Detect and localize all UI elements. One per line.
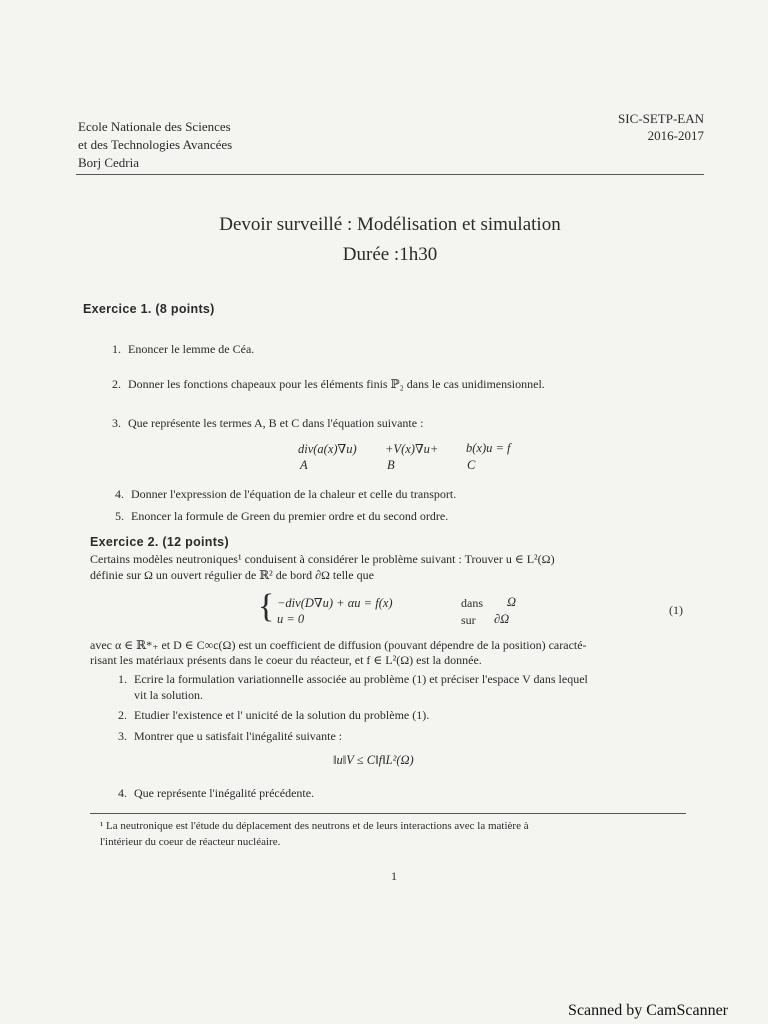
school-line-2: et des Technologies Avancées xyxy=(78,137,233,152)
academic-year: 2016-2017 xyxy=(647,128,704,143)
school-block xyxy=(78,118,232,172)
system-eq2-word: sur xyxy=(461,613,476,627)
page-number: 1 xyxy=(391,869,397,883)
system-eq1-word: dans xyxy=(461,596,483,610)
eq-term-b: +V(x)∇u+ xyxy=(385,442,439,456)
exercise1-heading: Exercice 1. (8 points) xyxy=(83,302,215,316)
system-brace: { xyxy=(258,588,275,625)
ex1-item-5: 5. Enoncer la formule de Green du premier ordre et du second ordre. xyxy=(115,509,449,523)
ex1-item-1: 1. Enoncer le lemme de Céa. xyxy=(112,342,255,356)
ex2-intro-1: Certains modèles neutroniques¹ conduisent à considérer le problème suivant : Trouver u ∈ L²(Ω) xyxy=(90,552,555,566)
eq-term-c: b(x)u = f xyxy=(466,441,511,455)
eq-label-c: C xyxy=(467,458,476,472)
eq-term-a: div(a(x)∇u) xyxy=(298,442,357,456)
header-rule xyxy=(76,174,704,175)
ex2-item-4: 4. Que représente l'inégalité précédente. xyxy=(118,786,315,800)
ex2-item-3: 3. Montrer que u satisfait l'inégalité suivante : xyxy=(118,729,343,743)
footnote-line-2: l'intérieur du coeur de réacteur nucléaire. xyxy=(100,836,281,848)
inequality: ‖u‖V ≤ C‖f‖L²(Ω) xyxy=(333,753,414,767)
footnote-line-1: ¹ La neutronique est l'étude du déplacement des neutrons et de leurs interactions avec la matière à xyxy=(100,820,529,832)
ex2-after-2: risant les matériaux présents dans le coeur du réacteur, et f ∈ L²(Ω) est la donnée. xyxy=(90,653,482,667)
ex1-item-2: 2. Donner les fonctions chapeaux pour les éléments finis ℙ₂ dans le cas unidimensionnel. xyxy=(112,377,545,391)
ex2-item-1: 1. Ecrire la formulation variationnelle associée au problème (1) et préciser l'espace V dans lequel xyxy=(118,672,588,686)
system-eq1: −div(D∇u) + αu = f(x) xyxy=(277,596,393,610)
eq-label-a: A xyxy=(300,458,308,472)
header-right xyxy=(618,110,704,144)
exam-duration: Durée :1h30 xyxy=(342,244,438,265)
school-line-3: Borj Cedria xyxy=(78,155,140,170)
system-eq2: u = 0 xyxy=(277,612,305,626)
ex2-after-1: avec α ∈ ℝ*₊ et D ∈ C∞c(Ω) est un coefficient de diffusion (pouvant dépendre de la position) caracté- xyxy=(90,638,587,652)
ex2-item-1-cont: vit la solution. xyxy=(134,688,203,702)
program-code: SIC-SETP-EAN xyxy=(618,111,704,126)
ex2-item-2: 2. Etudier l'existence et l' unicité de la solution du problème (1). xyxy=(118,708,430,722)
exam-title: Devoir surveillé : Modélisation et simulation xyxy=(219,214,561,235)
exercise2-heading: Exercice 2. (12 points) xyxy=(90,535,229,549)
ex1-item-3: 3. Que représente les termes A, B et C dans l'équation suivante : xyxy=(112,416,424,430)
footnote-rule xyxy=(90,813,686,814)
equation-number: (1) xyxy=(669,603,683,617)
system-eq1-domain: Ω xyxy=(507,595,517,609)
system-eq2-domain: ∂Ω xyxy=(494,612,510,626)
ex1-item-4: 4. Donner l'expression de l'équation de la chaleur et celle du transport. xyxy=(115,487,457,501)
ex2-intro-2: définie sur Ω un ouvert régulier de ℝ² de bord ∂Ω telle que xyxy=(90,568,374,582)
school-line-1: Ecole Nationale des Sciences xyxy=(78,119,231,134)
scanner-watermark: Scanned by CamScanner xyxy=(568,1002,728,1019)
eq-label-b: B xyxy=(387,458,395,472)
